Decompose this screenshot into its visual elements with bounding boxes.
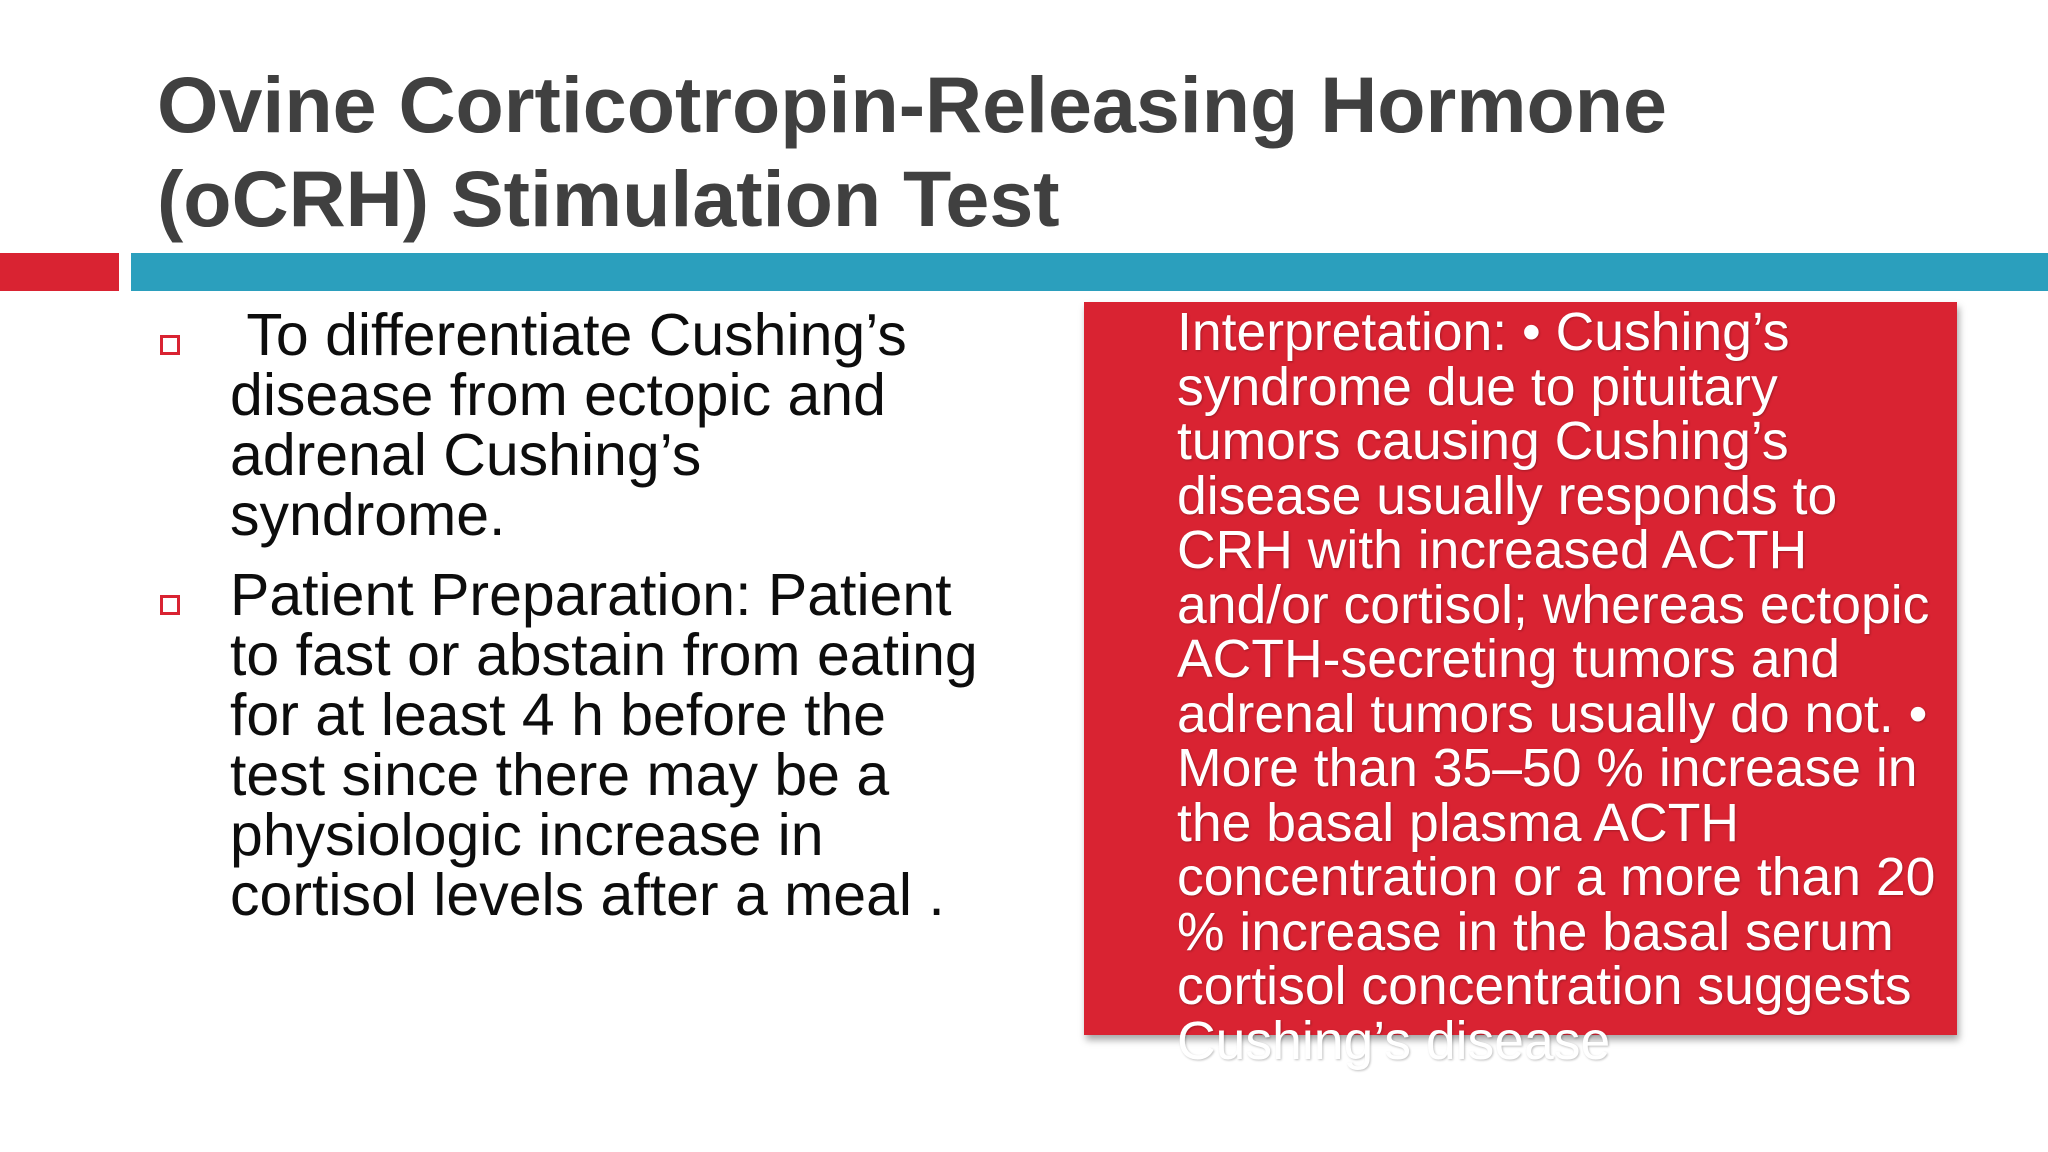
bullet-text: Patient Preparation: Patient to fast or abstain from eating for at least 4 h before the test since there may be a physiologic increase in cortisol levels after a meal . xyxy=(230,562,978,928)
interpretation-text: Interpretation: • Cushing’s syndrome due to pituitary tumors causing Cushing’s disease usually responds to CRH with increased ACTH and/or cortisol; whereas ectopic ACTH-secreting tumors and adrenal tumors usually do not. • More than 35–50 % increase in the basal plasma ACTH concentration or a more than 20 % increase in the basal serum cortisol concentration suggests Cushing’s disease xyxy=(1177,303,1936,1071)
square-bullet-icon xyxy=(160,595,180,615)
bullet-list xyxy=(160,302,990,945)
bullet-item xyxy=(160,302,990,548)
accent-bar-red xyxy=(0,253,119,291)
bullet-item xyxy=(160,562,990,928)
accent-bar-blue xyxy=(131,253,2048,291)
square-bullet-icon xyxy=(160,335,180,355)
bullet-text: To differentiate Cushing’s disease from ectopic and adrenal Cushing’s syndrome. xyxy=(230,302,924,548)
slide-title: Ovine Corticotropin-Releasing Hormone (oCRH) Stimulation Test xyxy=(157,60,1667,243)
